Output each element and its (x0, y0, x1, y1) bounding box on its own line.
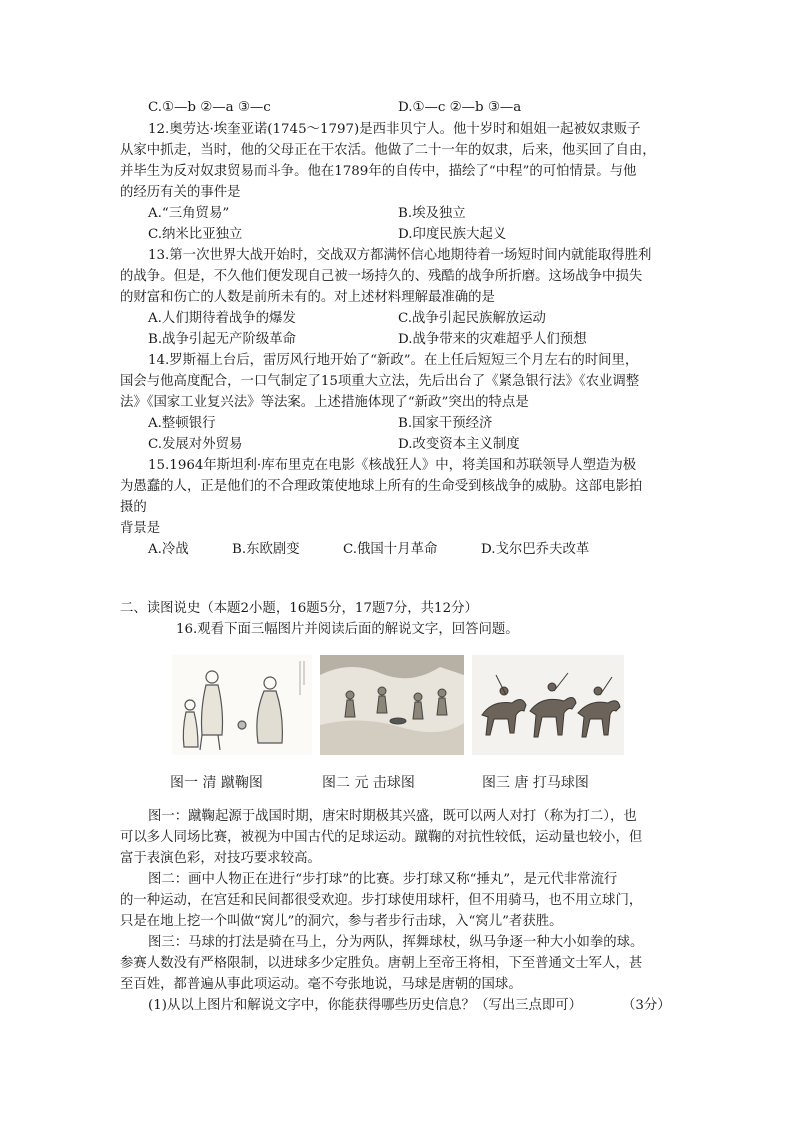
q13-option-b: B.战争引起无产阶级革命 (148, 332, 297, 347)
q13-line-3: 的财富和伤亡的人数是前所未有的。对上述材料理解最准确的是 (120, 290, 495, 305)
q15-option-b: B.东欧剧变 (232, 542, 300, 557)
q13-option-a: A.人们期待着战争的爆发 (148, 311, 296, 326)
q16-part-1: (1)从以上图片和解说文字中，你能获得哪些历史信息？（写出三点即可） (148, 998, 583, 1013)
fig2-text-line-1: 图二：画中人物正在进行“步打球”的比赛。步打球又称“捶丸”，是元代非常流行 (148, 872, 618, 887)
q12-line-2: 从家中抓走，当时，他的父母正在干农活。他做了二十一年的奴隶，后来，他买回了自由， (120, 143, 656, 158)
q16-intro: 16.观看下面三幅图片并阅读后面的解说文字，回答问题。 (176, 622, 519, 637)
q14-option-c: C.发展对外贸易 (148, 437, 243, 452)
fig1-text-line-1: 图一：蹴鞠起源于战国时期，唐宋时期极其兴盛，既可以两人对打（称为打二），也 (148, 809, 637, 824)
figure-2-caption: 图二 元 击球图 (322, 775, 415, 791)
figure-1-image (172, 655, 312, 755)
q12-option-b: B.埃及独立 (398, 206, 466, 221)
fig1-text-line-3: 富于表演色彩，对技巧要求较高。 (120, 851, 321, 866)
fig2-text-line-2: 的一种运动，在宫廷和民间都很受欢迎。步打球使用球杆，但不用骑马，也不用立球门， (120, 893, 643, 908)
q15-line-3: 摄的 (120, 500, 147, 515)
q12-line-3: 并毕生为反对奴隶贸易而斗争。他在1789年的自传中，描绘了“中程”的可怕情景。与他 (120, 164, 637, 179)
figure-3-caption: 图三 唐 打马球图 (482, 775, 589, 791)
fig3-text-line-1: 图三：马球的打法是骑在马上，分为两队，挥舞球杖，纵马争逐一种大小如拳的球。 (148, 935, 644, 950)
q12-option-d: D.印度民族大起义 (398, 227, 507, 242)
q14-line-2: 国会与他高度配合，一口气制定了15项重大立法，先后出台了《紧急银行法》《农业调整 (120, 374, 640, 389)
q12-line-4: 的经历有关的事件是 (120, 185, 241, 200)
figure-2-image (320, 655, 464, 755)
q15-option-a: A.冷战 (148, 542, 189, 557)
q15-line-4: 背景是 (120, 521, 161, 536)
q13-line-2: 的战争。但是，不久他们便发现自己被一场持久的、残酷的战争所折磨。这场战争中损失 (120, 269, 643, 284)
q14-option-b: B.国家干预经济 (398, 416, 493, 431)
q14-option-d: D.改变资本主义制度 (398, 437, 520, 452)
fig2-text-line-3: 只是在地上挖一个叫做“窝儿”的洞穴，参与者步行击球，入“窝儿”者获胜。 (120, 914, 563, 929)
q12-line-1: 12.奥劳达·埃奎亚诺(1745～1797)是西非贝宁人。他十岁时和姐姐一起被奴隶贩子 (148, 122, 641, 137)
fig3-text-line-3: 至百姓，都普遍从事此项运动。毫不夸张地说，马球是唐朝的国球。 (120, 977, 522, 992)
q13-line-1: 13.第一次世界大战开始时，交战双方都满怀信心地期待着一场短时间内就能取得胜利 (148, 248, 652, 263)
q13-option-d: D.战争带来的灾难超乎人们预想 (398, 332, 587, 347)
fig3-text-line-2: 参赛人数没有严格限制，以进球多少定胜负。唐朝上至帝王将相，下至普通文士军人，甚 (120, 956, 643, 971)
q14-line-3: 法》《国家工业复兴法》等法案。上述措施体现了“新政”突出的特点是 (120, 395, 529, 410)
q13-option-c: C.战争引起民族解放运动 (398, 311, 546, 326)
q15-option-d: D.戈尔巴乔夫改革 (481, 542, 590, 557)
fig1-text-line-2: 可以多人同场比赛，被视为中国古代的足球运动。蹴鞠的对抗性较低，运动量也较小，但 (120, 830, 643, 845)
q14-option-a: A.整顿银行 (148, 416, 216, 431)
q12-option-c: C.纳米比亚独立 (148, 227, 243, 242)
q11-option-d: D.①—c ②—b ③—a (398, 100, 522, 115)
figure-3-image (472, 655, 624, 755)
q15-line-1: 15.1964年斯坦利·库布里克在电影《核战狂人》中，将美国和苏联领导人塑造为极 (148, 458, 637, 473)
q14-line-1: 14.罗斯福上台后，雷厉风行地开始了“新政”。在上任后短短三个月左右的时间里， (148, 353, 639, 368)
figure-1-caption: 图一 清 蹴鞠图 (170, 775, 263, 791)
q12-option-a: A.“三角贸易” (148, 206, 230, 221)
q15-option-c: C.俄国十月革命 (343, 542, 438, 557)
section-heading: 二、读图说史（本题2小题，16题5分，17题7分，共12分） (120, 601, 478, 616)
q16-part-1-score: （3分） (622, 998, 671, 1013)
q11-option-c: C.①—b ②—a ③—c (148, 100, 271, 115)
q15-line-2: 为愚蠢的人，正是他们的不合理政策使地球上所有的生命受到核战争的威胁。这部电影拍 (120, 479, 643, 494)
